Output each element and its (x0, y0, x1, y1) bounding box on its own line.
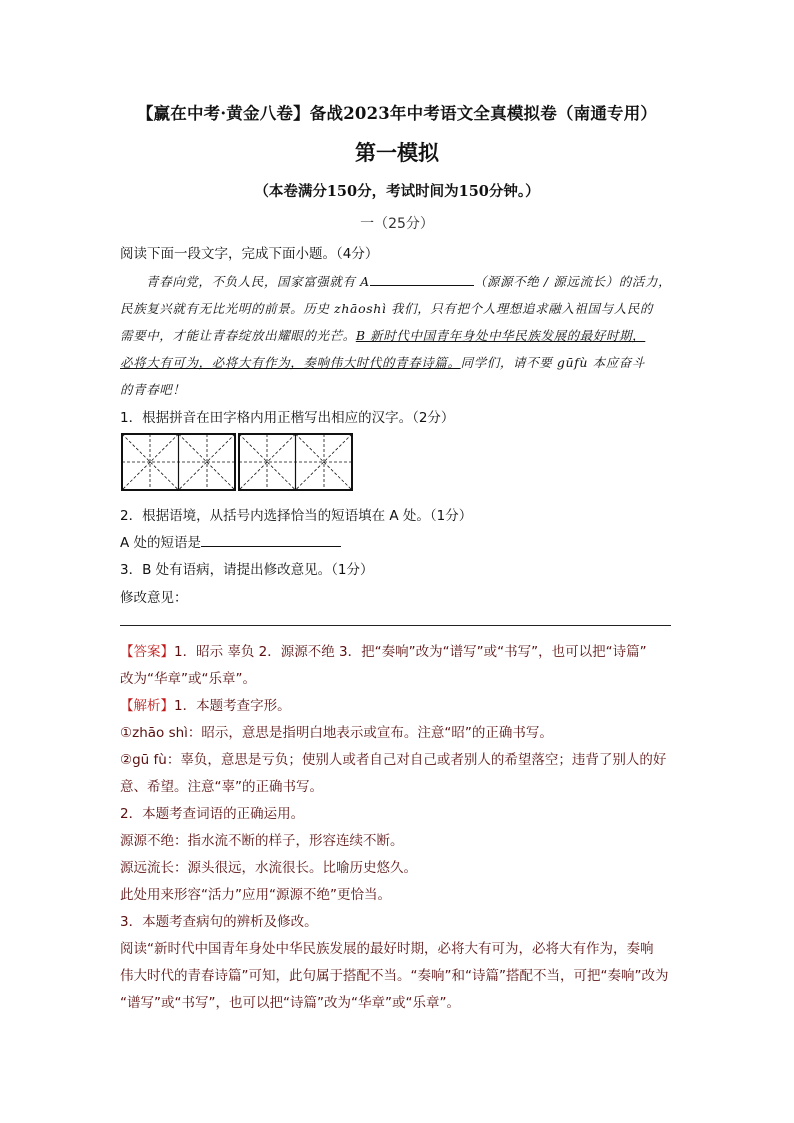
passage-line-1-end: （源源不绝 / 源远流长）的活力， (473, 274, 672, 289)
passage-line-1-start: 青春向党，不负人民，国家富强就有 A (146, 274, 370, 289)
analysis-line-9: 3．本题考查病句的辨析及修改。 (120, 914, 318, 930)
analysis-line-12: “谱写”或“书写”，也可以把“诗篇”改为“华章”或“乐章”。 (120, 995, 460, 1011)
analysis-line-8: 此处用来形容“活力”应用“源源不绝”更恰当。 (120, 887, 391, 903)
passage-line-3 (120, 326, 645, 344)
passage-line-5: 的青春吧！ (120, 382, 186, 397)
answer-blank-a[interactable] (201, 534, 341, 547)
tianzige-grid[interactable] (121, 433, 353, 491)
passage-line-1 (146, 272, 671, 290)
passage-line-4 (120, 353, 645, 371)
answer-line-2: 改为“华章”或“乐章”。 (120, 671, 256, 687)
analysis-line-7: 源远流长：源头很远，水流很长。比喻历史悠久。 (120, 860, 417, 876)
answer-text-1: 1．昭示 辜负 2．源源不绝 3．把“奏响”改为“谱写”或“书写”，也可以把“诗篇” (174, 644, 647, 660)
answer-tag: 【答案】 (120, 644, 174, 660)
question-2-answer-label: A 处的短语是 (120, 535, 202, 551)
analysis-line-5: 2．本题考查词语的正确运用。 (120, 806, 305, 822)
analysis-line-1 (120, 694, 291, 714)
passage-line-3-start: 需要中，才能让青春绽放出耀眼的光芒。 (120, 328, 356, 343)
answer-writing-line[interactable] (120, 625, 671, 626)
analysis-line-3: ②gū fù：辜负，意思是亏负；使别人或者自己对自己或者别人的希望落空；违背了别人的好 (120, 752, 667, 768)
question-3: 3．B 处有语病，请提出修改意见。（1分） (120, 562, 374, 578)
analysis-tag: 【解析】 (120, 698, 174, 714)
sentence-b-end: 必将大有可为，必将大有作为，奏响伟大时代的青春诗篇。 (120, 355, 461, 370)
section-heading: 一（25分） (360, 216, 434, 232)
blank-a (370, 273, 474, 286)
analysis-line-2: ①zhāo shì：昭示，意思是指明白地表示或宣布。注意“昭”的正确书写。 (120, 725, 553, 741)
tianzige-grid-drawing (121, 433, 353, 491)
question-1: 1．根据拼音在田字格内用正楷写出相应的汉字。（2分） (120, 410, 455, 426)
analysis-line-4: 意、希望。注意“辜”的正确书写。 (120, 779, 323, 795)
passage-line-4-end: 同学们，请不要 gūfù 本应奋斗 (460, 355, 645, 370)
reading-instruction: 阅读下面一段文字，完成下面小题。（4分） (120, 246, 379, 262)
sentence-b-start: B 新时代中国青年身处中华民族发展的最好时期， (355, 328, 646, 343)
exam-subtitle: 第一模拟 (355, 140, 439, 165)
question-2: 2．根据语境，从括号内选择恰当的短语填在 A 处。（1分） (120, 508, 473, 524)
exam-title: 【赢在中考·黄金八卷】备战2023年中考语文全真模拟卷（南通专用） (136, 104, 658, 123)
question-2-answer-line (120, 531, 341, 551)
answer-line-1 (120, 640, 647, 660)
passage-line-2: 民族复兴就有无比光明的前景。历史 zhāoshì 我们，只有把个人理想追求融入祖国与人民的 (120, 301, 654, 316)
analysis-line-6: 源源不绝：指水流不断的样子，形容连续不断。 (120, 833, 404, 849)
analysis-text-1: 1．本题考查字形。 (174, 698, 291, 714)
analysis-line-11: 伟大时代的青春诗篇”可知，此句属于搭配不当。“奏响”和“诗篇”搭配不当，可把“奏响”改为 (120, 968, 669, 984)
exam-note: （本卷满分150分，考试时间为150分钟。） (254, 183, 540, 200)
question-3-answer-label: 修改意见： (120, 590, 188, 606)
analysis-line-10: 阅读“新时代中国青年身处中华民族发展的最好时期，必将大有可为，必将大有作为，奏响 (120, 941, 654, 957)
